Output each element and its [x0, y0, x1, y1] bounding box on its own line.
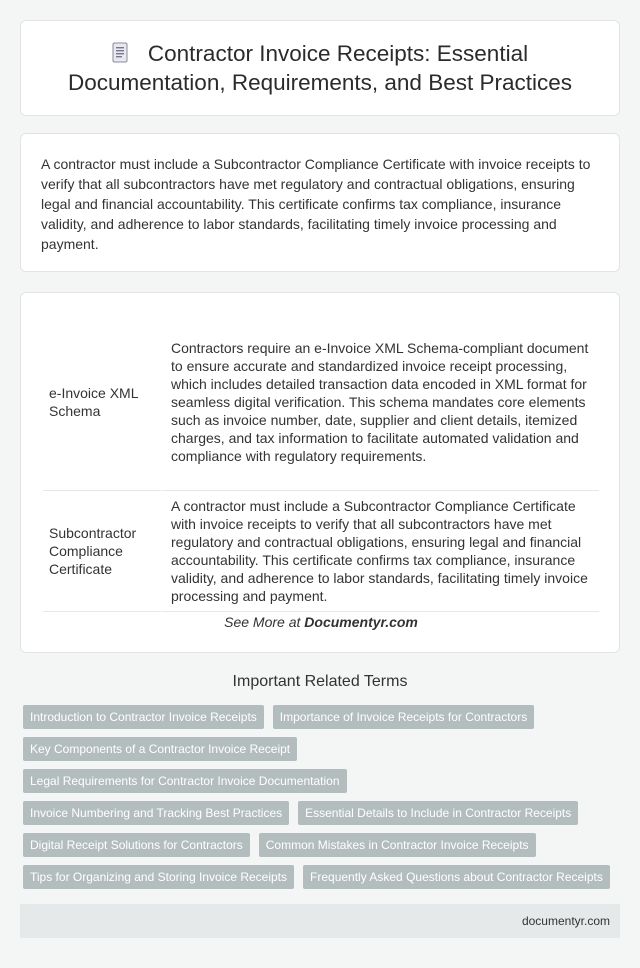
title-card	[20, 20, 620, 116]
related-term-tag[interactable]: Digital Receipt Solutions for Contractors	[23, 833, 250, 857]
term-cell: Subcontractor Compliance Certificate	[43, 491, 161, 612]
footer	[20, 904, 620, 938]
description-cell: Contractors require an e-Invoice XML Schema-compliant document to ensure accurate and standardized invoice receipt processing, which includes detailed transaction data encoded in XML format for seamless digital verification. This schema mandates core elements such as invoice number, date, supplier and client details, itemized charges, and tax information to facilitate automated validation and compliance with regulatory requirements.	[161, 313, 599, 491]
description-cell: A contractor must include a Subcontractor Compliance Certificate with invoice receipts to verify that all subcontractors have met regulatory and contractual obligations, ensuring legal and financial accountability. This certificate confirms tax compliance, insurance validity, and adherence to labor standards, facilitating timely invoice processing and payment.	[161, 491, 599, 612]
intro-paragraph: A contractor must include a Subcontractor Compliance Certificate with invoice receipts to verify that all subcontractors have met regulatory and contractual obligations, ensuring legal and financial accountability. This certificate confirms tax compliance, insurance validity, and adherence to labor standards, facilitating timely invoice processing and payment.	[41, 156, 591, 252]
related-term-tag[interactable]: Key Components of a Contractor Invoice Receipt	[23, 737, 297, 761]
see-more-site[interactable]: Documentyr.com	[304, 614, 418, 630]
related-terms-list	[23, 705, 623, 897]
see-more-link[interactable]	[21, 614, 621, 630]
table-row	[43, 313, 599, 491]
intro-card	[20, 133, 620, 272]
footer-site-link[interactable]: documentyr.com	[521, 914, 610, 928]
document-icon	[112, 42, 128, 63]
related-term-tag[interactable]: Tips for Organizing and Storing Invoice Receipts	[23, 865, 294, 889]
definitions-table	[43, 313, 599, 612]
term-cell: e-Invoice XML Schema	[43, 313, 161, 491]
related-term-tag[interactable]: Importance of Invoice Receipts for Contractors	[273, 705, 534, 729]
related-term-tag[interactable]: Legal Requirements for Contractor Invoice Documentation	[23, 769, 347, 793]
table-row	[43, 491, 599, 612]
related-term-tag[interactable]: Frequently Asked Questions about Contractor Receipts	[303, 865, 610, 889]
related-terms-heading: Important Related Terms	[232, 673, 408, 690]
related-term-tag[interactable]: Introduction to Contractor Invoice Receipts	[23, 705, 264, 729]
related-term-tag[interactable]: Essential Details to Include in Contractor Receipts	[298, 801, 578, 825]
page-title-text: Contractor Invoice Receipts: Essential Documentation, Requirements, and Best Practices	[68, 41, 572, 95]
related-term-tag[interactable]: Common Mistakes in Contractor Invoice Receipts	[259, 833, 536, 857]
related-term-tag[interactable]: Invoice Numbering and Tracking Best Practices	[23, 801, 289, 825]
definitions-card	[20, 292, 620, 653]
page-title	[40, 39, 600, 97]
see-more-prefix: See More at	[224, 614, 305, 630]
